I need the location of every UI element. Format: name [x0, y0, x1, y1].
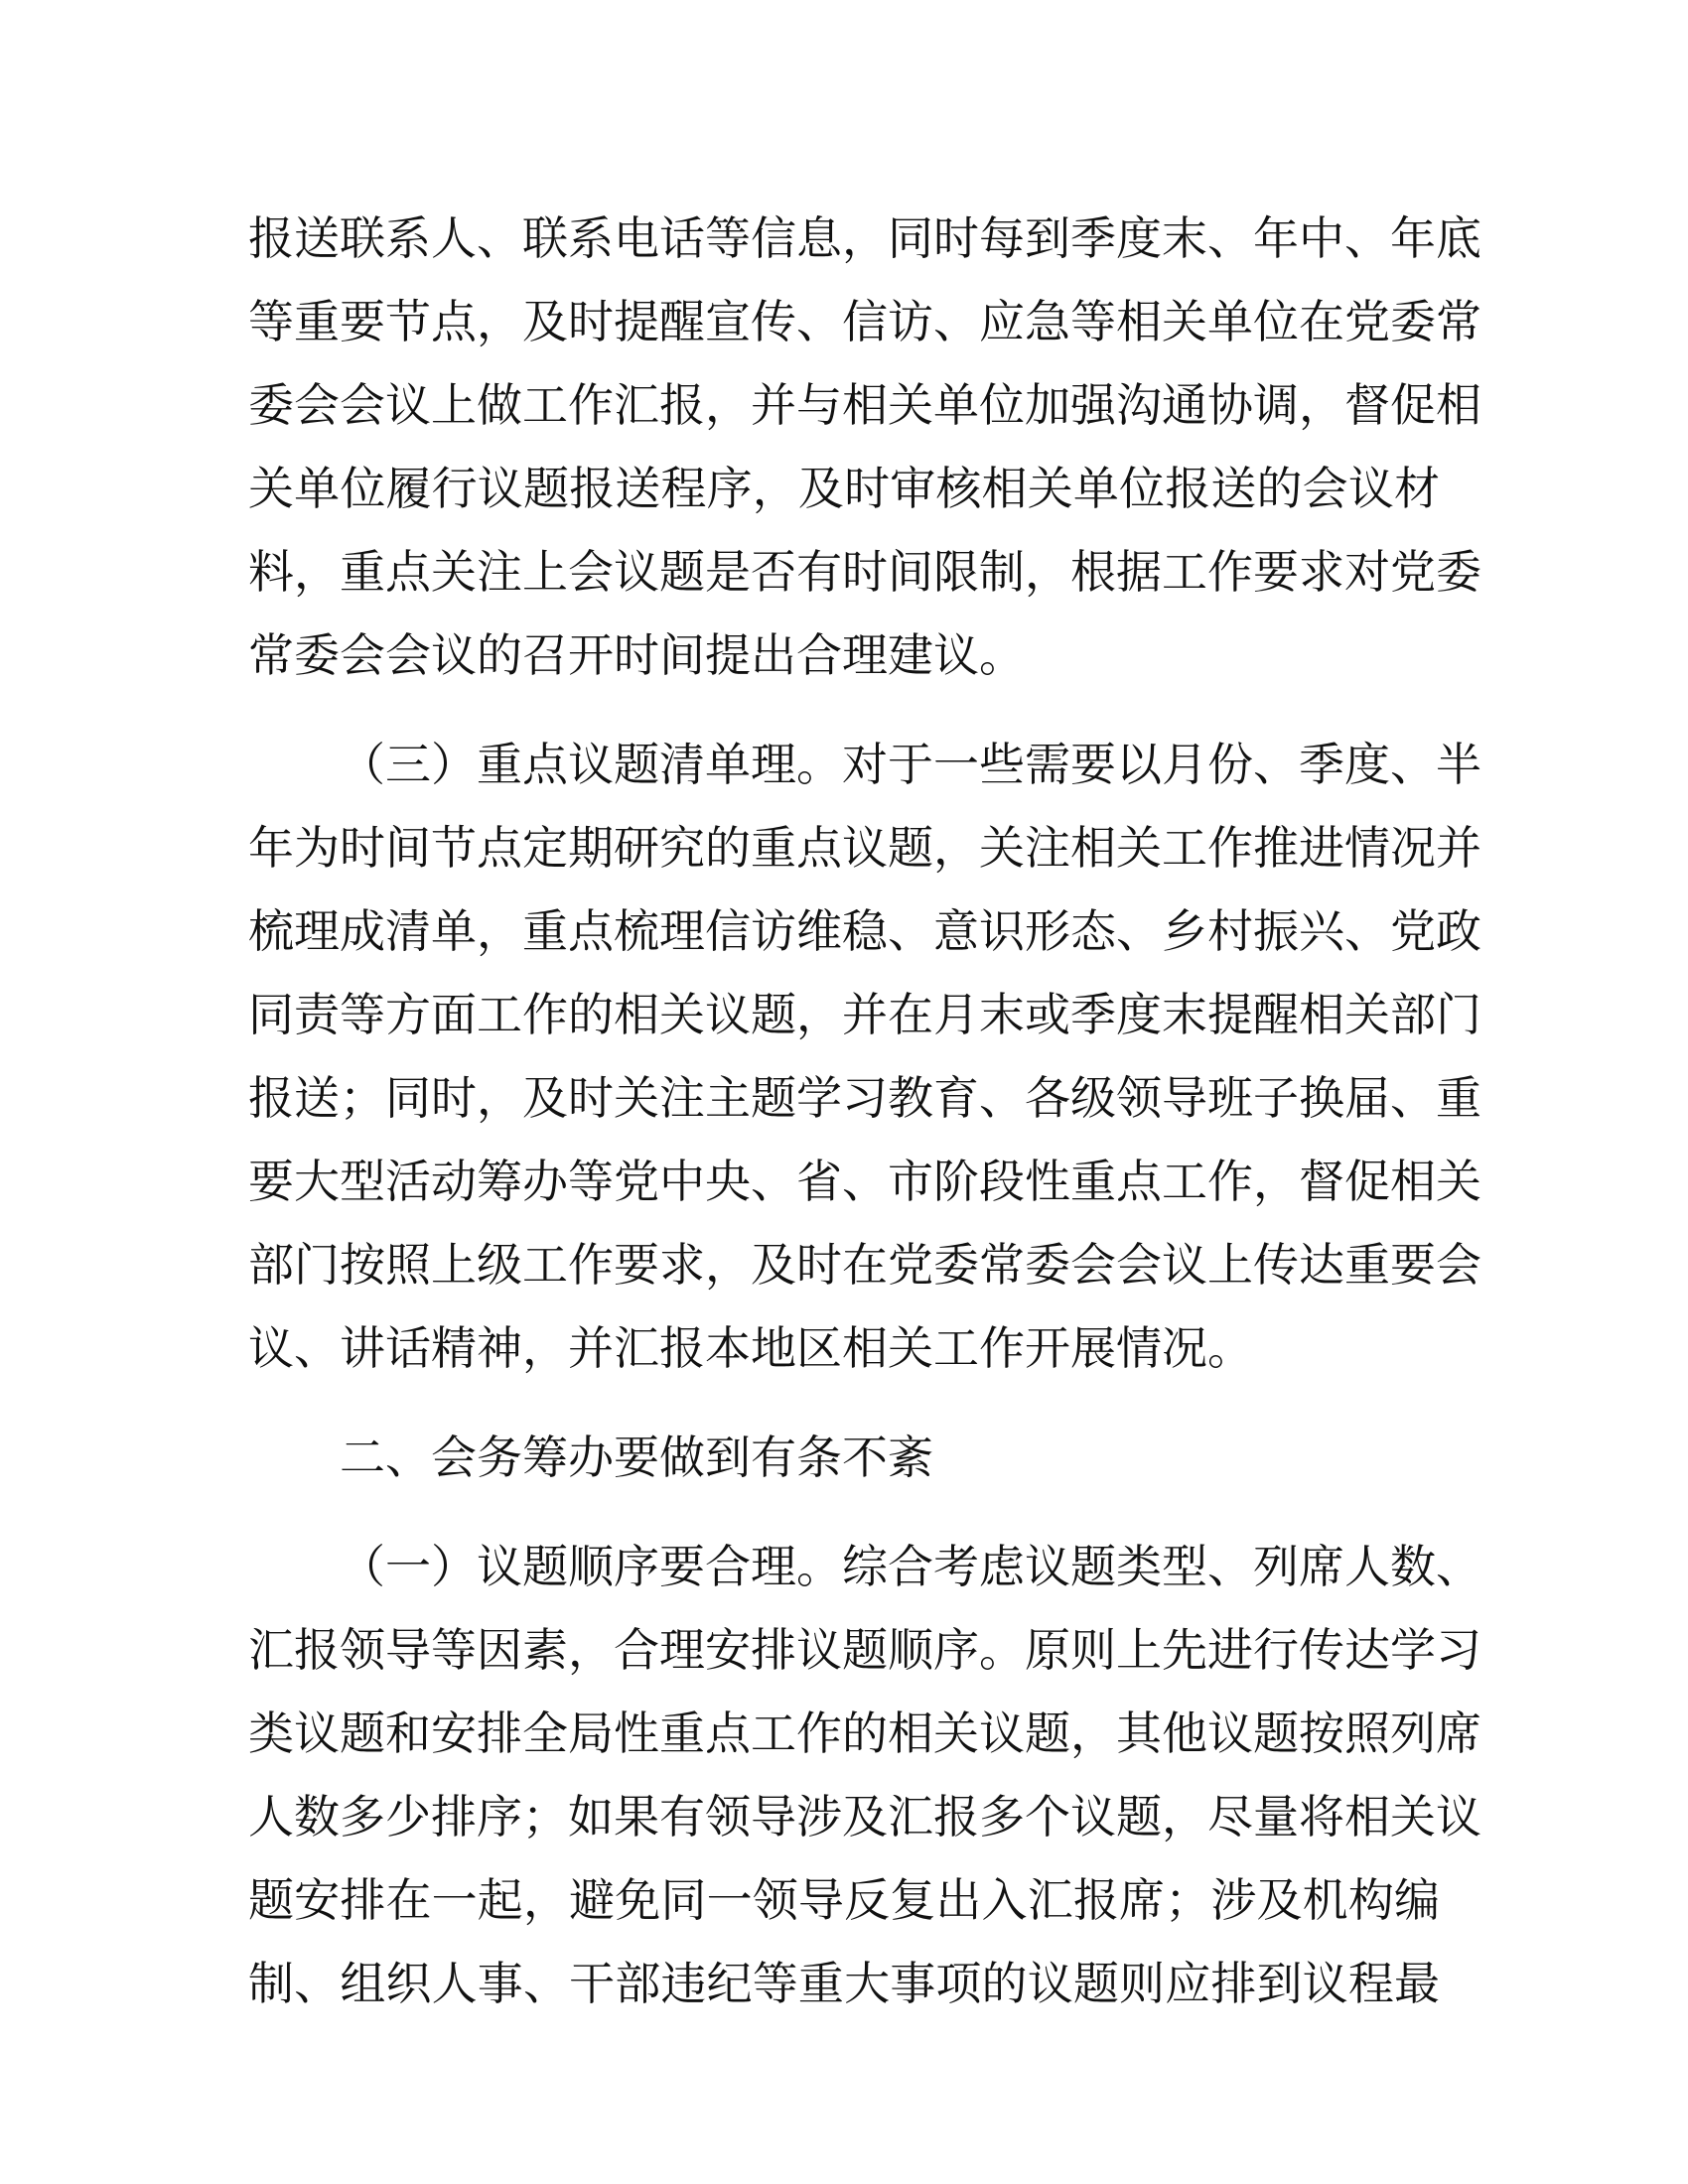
text-line: 料，重点关注上会议题是否有时间限制，根据工作要求对党委	[248, 545, 1481, 599]
text-line: 同责等方面工作的相关议题，并在月末或季度末提醒相关部门	[248, 988, 1481, 1041]
text-line: 报送；同时，及时关注主题学习教育、各级领导班子换届、重	[248, 1071, 1481, 1125]
text-line: 常委会会议的召开时间提出合理建议。	[248, 628, 1025, 682]
text-line: （一）议题顺序要合理。综合考虑议题类型、列席人数、	[340, 1540, 1481, 1593]
text-line: 汇报领导等因素，合理安排议题顺序。原则上先进行传达学习	[248, 1623, 1481, 1677]
text-line: 制、组织人事、干部违纪等重大事项的议题则应排到议程最	[248, 1957, 1440, 2010]
paragraph-gap	[248, 1402, 1440, 1428]
paragraph-3	[248, 1537, 1481, 2013]
text-line: 议、讲话精神，并汇报本地区相关工作开展情况。	[248, 1321, 1253, 1375]
heading-text: 二、会务筹办要做到有条不紊	[340, 1431, 933, 1484]
document-body	[248, 208, 1481, 2037]
text-line: 要大型活动筹办等党中央、省、市阶段性重点工作，督促相关	[248, 1155, 1481, 1208]
section-heading	[248, 1428, 1440, 1487]
text-line: 人数多少排序；如果有领导涉及汇报多个议题，尽量将相关议	[248, 1790, 1481, 1843]
text-line: 题安排在一起，避免同一领导反复出入汇报席；涉及机构编	[248, 1873, 1440, 1927]
text-line: 类议题和安排全局性重点工作的相关议题，其他议题按照列席	[248, 1706, 1481, 1760]
text-line: 部门按照上级工作要求，及时在党委常委会会议上传达重要会	[248, 1238, 1481, 1292]
text-line: 年为时间节点定期研究的重点议题，关注相关工作推进情况并	[248, 821, 1481, 875]
paragraph-gap	[248, 709, 1440, 735]
text-line: 等重要节点，及时提醒宣传、信访、应急等相关单位在党委常	[248, 295, 1481, 348]
paragraph-gap	[248, 1511, 1440, 1537]
text-line: 委会会议上做工作汇报，并与相关单位加强沟通协调，督促相	[248, 378, 1481, 432]
text-line: （三）重点议题清单理。对于一些需要以月份、季度、半	[340, 738, 1481, 791]
paragraph-1	[248, 208, 1481, 685]
paragraph-2	[248, 735, 1481, 1378]
text-line: 梳理成清单，重点梳理信访维稳、意识形态、乡村振兴、党政	[248, 904, 1481, 958]
text-line: 关单位履行议题报送程序，及时审核相关单位报送的会议材	[248, 462, 1440, 515]
text-line: 报送联系人、联系电话等信息，同时每到季度末、年中、年底	[248, 211, 1481, 265]
